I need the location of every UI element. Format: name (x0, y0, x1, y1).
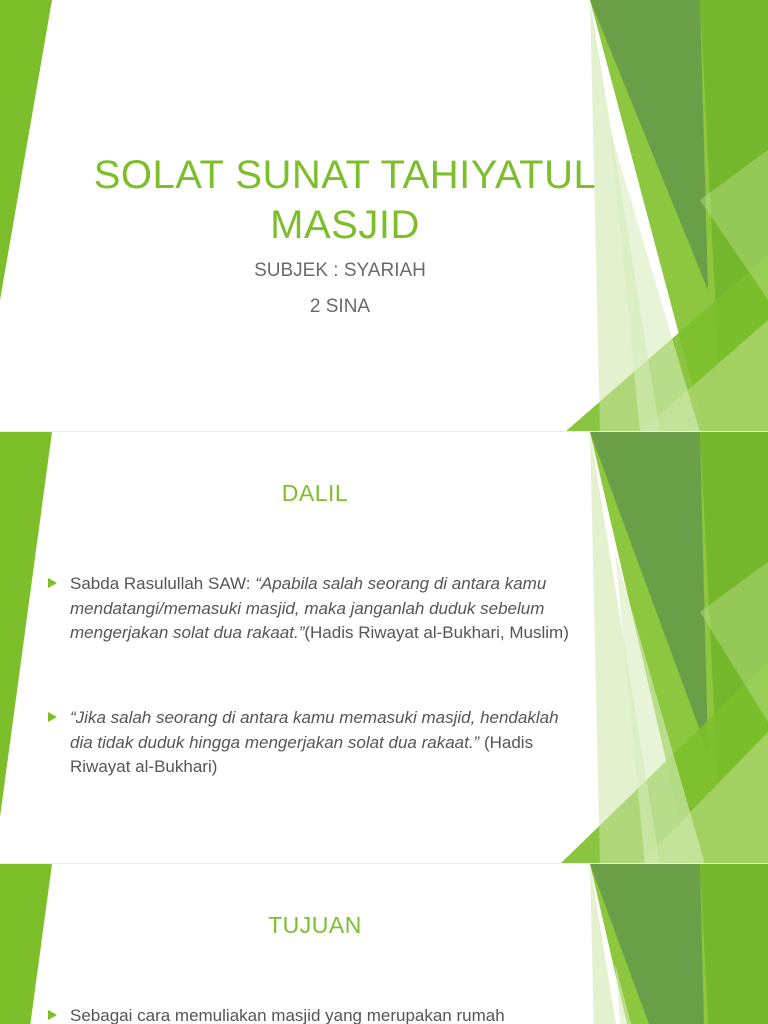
bullet-prefix: Sabda Rasulullah SAW: (70, 574, 256, 593)
tujuan-slide (0, 864, 768, 1024)
bullet-source: (Hadis Riwayat al-Bukhari, Muslim) (304, 623, 569, 642)
title-slide (0, 0, 768, 432)
list-item (48, 1004, 578, 1024)
list-item (48, 572, 578, 646)
title-line-2: MASJID (270, 203, 420, 247)
bullet-arrow-icon (48, 712, 57, 722)
tujuan-heading: TUJUAN (268, 912, 362, 938)
bullet-quote: “Apabila salah seorang di antara kamu mendatangi/memasuki masjid, maka janganlah duduk sebelum mengerjakan solat dua rakaat.” (70, 574, 547, 642)
bullet-source: (Hadis Riwayat al-Bukhari) (70, 732, 534, 776)
bullet-arrow-icon (48, 1010, 57, 1020)
green-triangles-decoration (0, 864, 768, 1024)
dalil-slide (0, 432, 768, 864)
title-line-1: SOLAT SUNAT TAHIYATUL (93, 153, 597, 197)
bullet-text: Sebagai cara memuliakan masjid yang merupakan rumah (70, 1006, 505, 1024)
class-subtitle: 2 SINA (309, 296, 371, 317)
list-item (48, 706, 578, 780)
subject-subtitle: SUBJEK : SYARIAH (254, 260, 426, 281)
bullet-arrow-icon (48, 578, 57, 588)
dalil-heading: DALIL (281, 480, 349, 506)
bullet-quote: “Jika salah seorang di antara kamu memasuki masjid, hendaklah dia tidak duduk hingga mengerjakan solat dua rakaat.” (70, 708, 559, 752)
slide-title (70, 150, 620, 250)
